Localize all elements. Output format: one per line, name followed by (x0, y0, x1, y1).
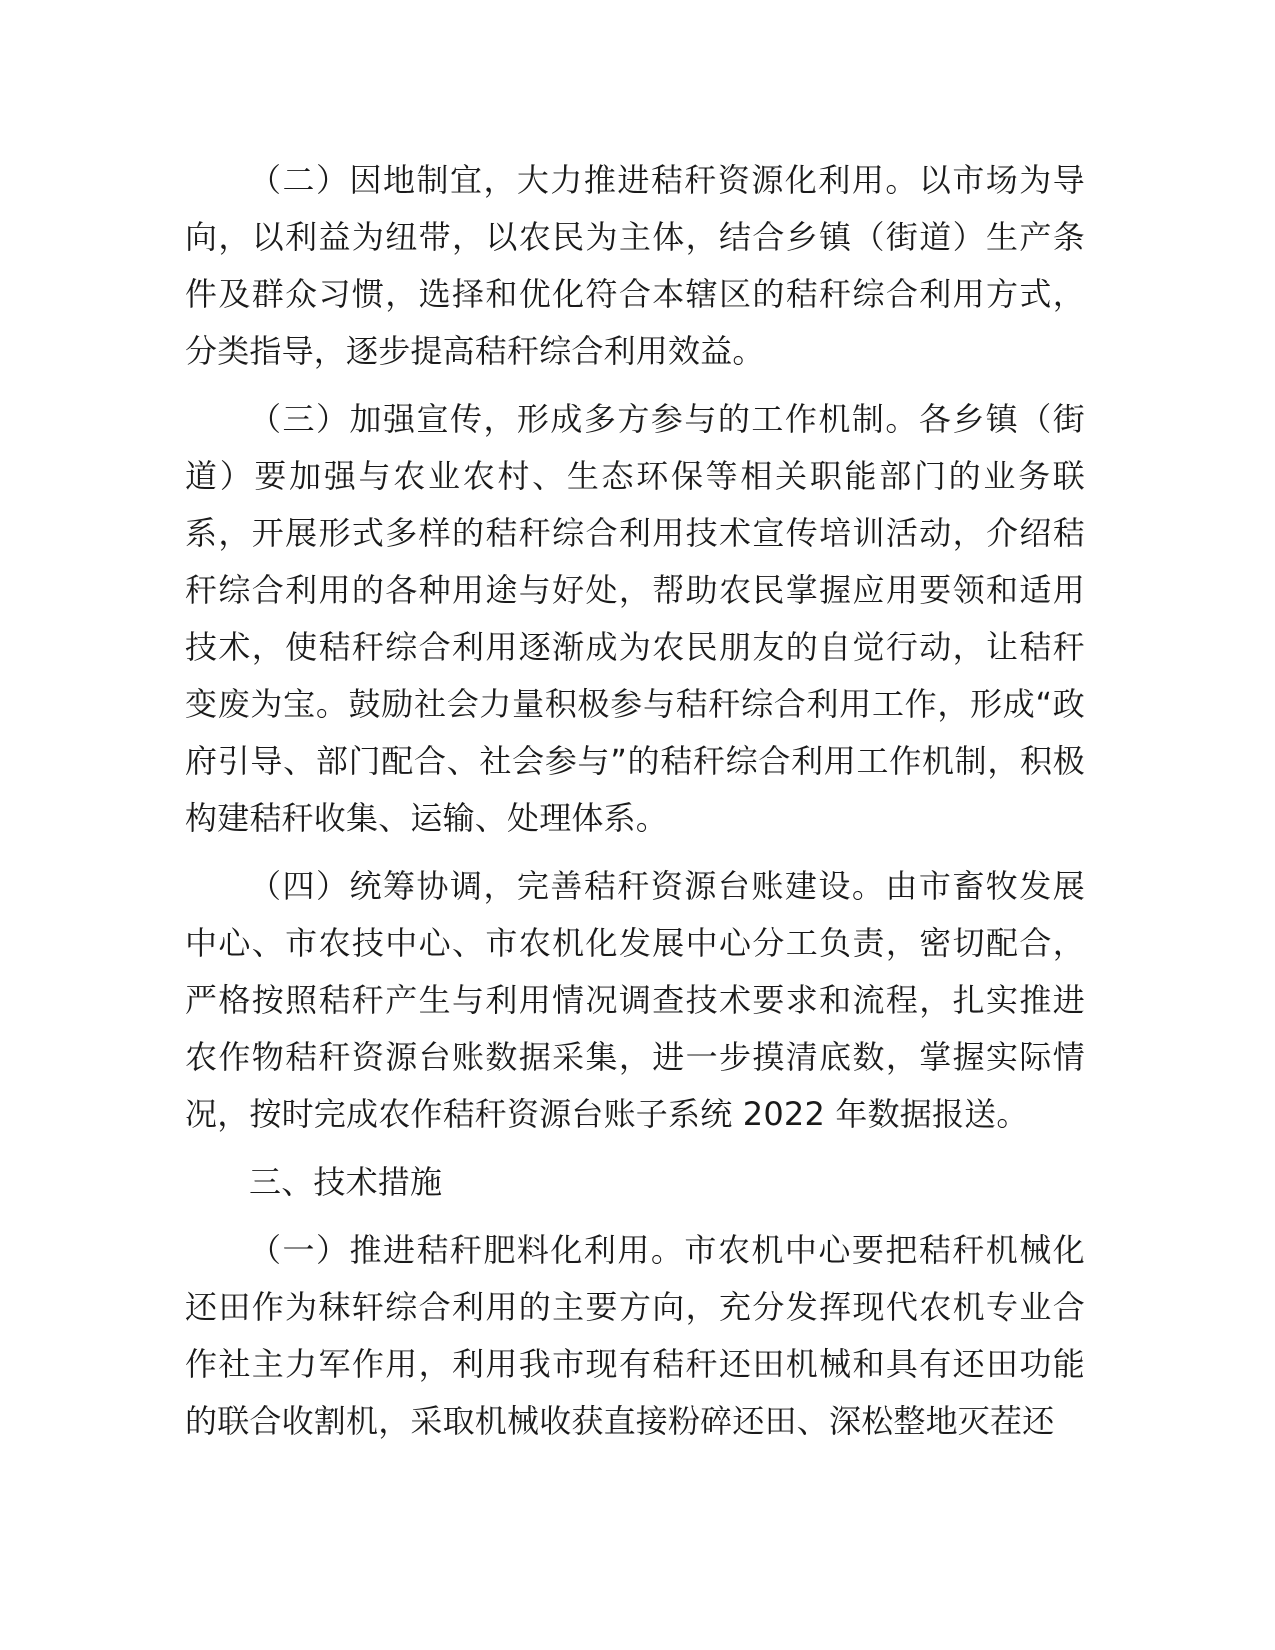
heading-technical-measures: 三、技术措施 (249, 1163, 443, 1201)
paragraph-section-3: （三）加强宣传，形成多方参与的工作机制。各乡镇（街道）要加强与农业农村、生态环保等相关职能部门的业务联系，开展形式多样的秸秆综合利用技术宣传培训活动，介绍秸秆综合利用的各种用途与好处，帮助农民掌握应用要领和适用技术，使秸秆综合利用逐渐成为农民朋友的自觉行动，让秸秆变废为宝。鼓励社会力量积极参与秸秆综合利用工作，形成“政府引导、部门配合、社会参与”的秸秆综合利用工作机制，积极构建秸秆收集、运输、处理体系。 (185, 400, 1085, 837)
document-body (185, 152, 1085, 1461)
paragraph-section-2: （二）因地制宜，大力推进秸秆资源化利用。以市场为导向，以利益为纽带，以农民为主体，结合乡镇（街道）生产条件及群众习惯，选择和优化符合本辖区的秸秆综合利用方式，分类指导，逐步提高秸秆综合利用效益。 (185, 161, 1085, 370)
paragraph-section-4: （四）统筹协调，完善秸秆资源台账建设。由市畜牧发展中心、市农技中心、市农机化发展中心分工负责，密切配合，严格按照秸秆产生与利用情况调查技术要求和流程，扎实推进农作物秸秆资源台账数据采集，进一步摸清底数，掌握实际情况，按时完成农作秸秆资源台账子系统 2022 年数据报送。 (185, 867, 1085, 1133)
paragraph-measure-1: （一）推进秸秆肥料化利用。市农机中心要把秸秆机械化还田作为秣轩综合利用的主要方向，充分发挥现代农机专业合作社主力军作用，利用我市现有秸秆还田机械和具有还田功能的联合收割机，采取机械收获直接粉碎还田、深松整地灭茬还 (185, 1231, 1085, 1440)
